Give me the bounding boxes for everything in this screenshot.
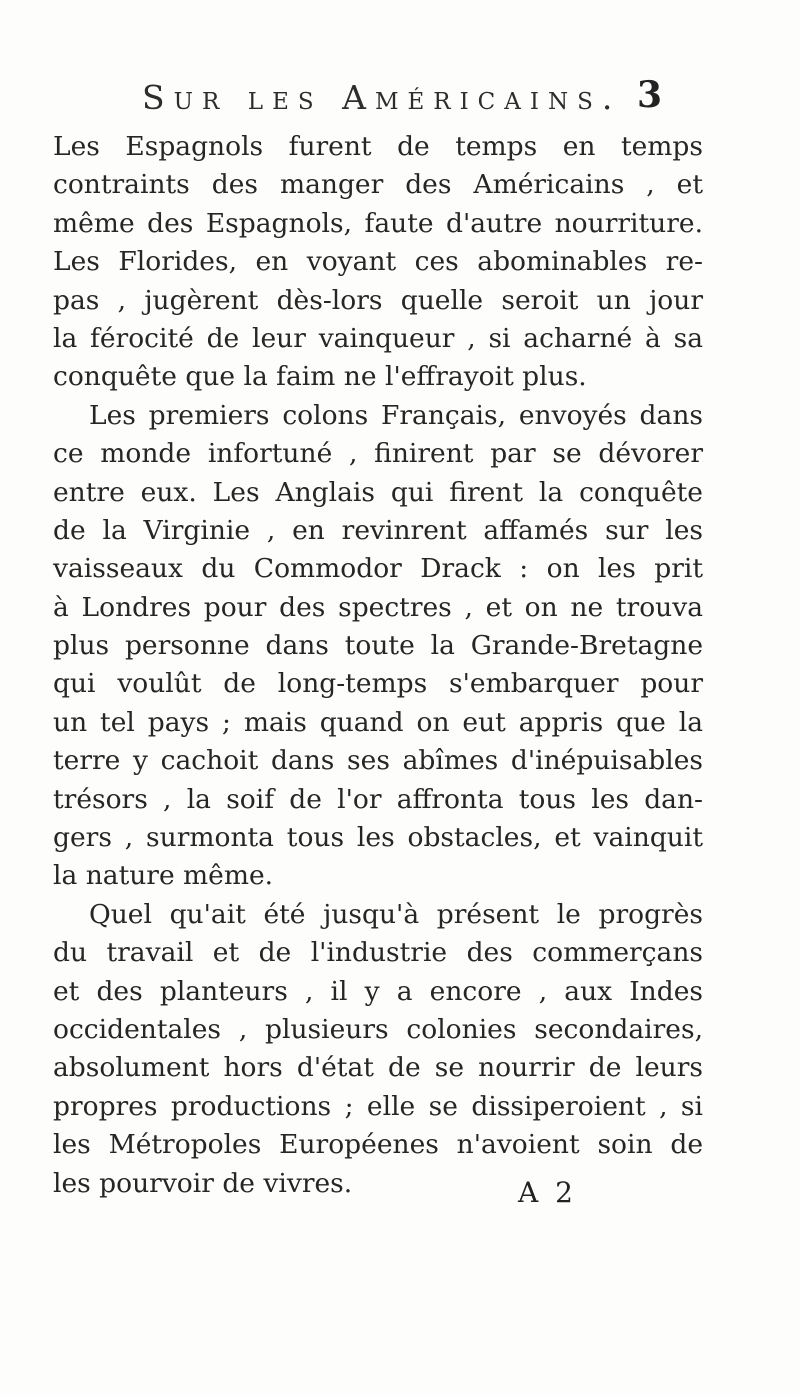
text-line: même des Espagnols, faute d'autre nourriture. <box>53 207 703 239</box>
text-line: les Métropoles Européenes n'avoient soin de <box>53 1129 703 1161</box>
text-line: qui voulût de long-temps s'embarquer pour <box>53 668 703 700</box>
page-number: 3 <box>636 74 662 116</box>
text-line: vaisseaux du Commodor Drack : on les prit <box>53 553 703 585</box>
text-line: conquête que la faim ne l'effrayoit plus. <box>53 361 587 393</box>
text-line: terre y cachoit dans ses abîmes d'inépuisables <box>53 745 703 777</box>
text-line: la nature même. <box>53 860 274 892</box>
text-line: les pourvoir de vivres. <box>53 1167 353 1199</box>
text-line: la férocité de leur vainqueur , si acharné à sa <box>53 322 703 354</box>
running-head <box>142 74 662 118</box>
body-text <box>53 128 703 1203</box>
running-title: Sur les Américains. <box>142 78 622 117</box>
signature-mark: A 2 <box>518 1176 577 1209</box>
text-line: Les Espagnols furent de temps en temps <box>53 131 703 162</box>
text-line: Les premiers colons Français, envoyés dans <box>89 399 703 431</box>
text-line: occidentales , plusieurs colonies secondaires, <box>53 1013 703 1045</box>
text-line: et des planteurs , il y a encore , aux Indes <box>53 975 703 1007</box>
text-line: gers , surmonta tous les obstacles, et vainquit <box>53 822 703 854</box>
text-line: de la Virginie , en revinrent affamés sur les <box>53 514 703 546</box>
text-line: plus personne dans toute la Grande-Bretagne <box>53 630 703 662</box>
text-line: propres productions ; elle se dissiperoient , si <box>53 1090 703 1122</box>
text-line: entre eux. Les Anglais qui firent la conquête <box>53 476 703 508</box>
text-line: du travail et de l'industrie des commerçans <box>53 937 703 969</box>
text-line: à Londres pour des spectres , et on ne trouva <box>53 591 703 623</box>
text-line: trésors , la soif de l'or affronta tous les dan- <box>53 783 703 815</box>
text-line: absolument hors d'état de se nourrir de leurs <box>53 1052 703 1084</box>
text-line: contraints des manger des Américains , et <box>53 169 703 201</box>
text-line: ce monde infortuné , finirent par se dévorer <box>53 438 703 470</box>
text-line: un tel pays ; mais quand on eut appris que la <box>53 706 703 738</box>
text-line: Les Florides, en voyant ces abominables re- <box>53 246 703 278</box>
text-line: pas , jugèrent dès-lors quelle seroit un jour <box>53 284 703 316</box>
text-line: Quel qu'ait été jusqu'à présent le progrès <box>89 898 703 930</box>
